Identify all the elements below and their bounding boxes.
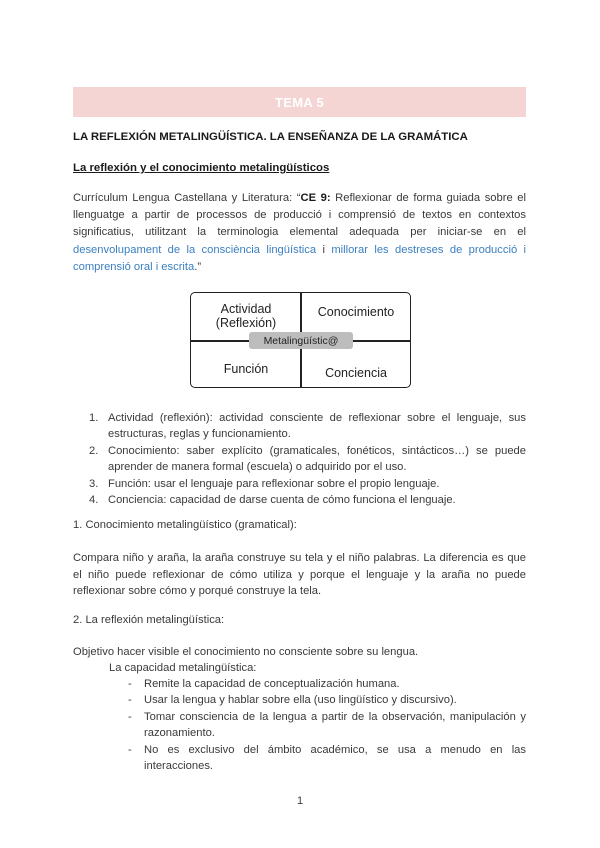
list-item: - Usar la lengua y hablar sobre ella (uso lingüístico y discursivo). [128, 694, 457, 707]
highlight-awareness: desenvolupament de la consciència lingüística [73, 243, 317, 256]
list-item: - No es exclusivo del ámbito académico, se usa a menudo en las interacciones. [128, 743, 526, 773]
curriculum-paragraph [73, 190, 526, 276]
list-item: 3. Función: usar el lenguaje para reflexionar sobre el propio lenguaje. [89, 477, 440, 490]
section-heading: LA REFLEXIÓN METALINGÜÍSTICA. LA ENSEÑANZA DE LA GRAMÁTICA [73, 131, 468, 143]
diagram-cell-knowledge: Conocimiento [317, 305, 395, 319]
list-item: 1. Actividad (reflexión): actividad consciente de reflexionar sobre el lenguaje, sus estructuras, reglas y funcionamiento. [89, 412, 526, 441]
diagram-cell-function: Función [223, 362, 269, 376]
diagram-cell-awareness: Conciencia [325, 366, 387, 380]
section-1-title: 1. Conocimiento metalingüístico (gramatical): [73, 519, 297, 531]
section-2-title: 2. La reflexión metalingüística: [73, 614, 225, 626]
definitions-list [73, 410, 526, 508]
capacity-list [73, 676, 526, 774]
page-number: 1 [296, 795, 304, 807]
list-item: 4. Conciencia: capacidad de darse cuenta de cómo funciona el lenguaje. [89, 494, 456, 507]
highlight-skills: millorar les destreses de producció i comprensió oral i escrita [73, 243, 527, 273]
metalinguistic-diagram [190, 292, 411, 388]
list-item: - Remite la capacidad de conceptualización humana. [128, 678, 400, 690]
section-1-body: Compara niño y araña, la araña construye su tela y el niño palabras. La diferencia es que el niño puede reflexionar de cómo utiliza y porque el lenguaje y la araña no puede reflexionar sobre cómo y porqué construye la tela. [73, 552, 526, 598]
list-item: 2. Conocimiento: saber explícito (gramaticales, fonéticos, sintácticos…) se puede aprender de manera formal (escuela) o adquirido por el uso. [89, 444, 526, 474]
diagram-cell-activity: Actividad (Reflexión) [215, 302, 277, 330]
diagram-center-label: Metalingüístic@ [249, 332, 353, 349]
capacity-label: La capacidad metalingüística: [109, 662, 257, 674]
subsection-heading: La reflexión y el conocimiento metalingüísticos [73, 162, 330, 174]
criterion-code: CE 9: [300, 192, 331, 204]
topic-title: TEMA 5 [275, 94, 324, 110]
section-2-objective: Objetivo hacer visible el conocimiento no consciente sobre su lengua. [73, 646, 419, 658]
intro-connector: i [316, 243, 332, 256]
intro-prefix: Currículum Lengua Castellana y Literatura: “ [73, 192, 301, 204]
intro-suffix: .” [194, 260, 202, 273]
intro-text: Reflexionar de forma guiada sobre el llenguatge a partir de processos de producció i comprensió de textos en contextos significatius, utilitzant la terminologia elemental adequada per iniciar-se en el [73, 192, 526, 239]
topic-banner [73, 87, 526, 117]
list-item: - Tomar consciencia de la lengua a partir de la observación, manipulación y razonamiento. [128, 710, 526, 740]
